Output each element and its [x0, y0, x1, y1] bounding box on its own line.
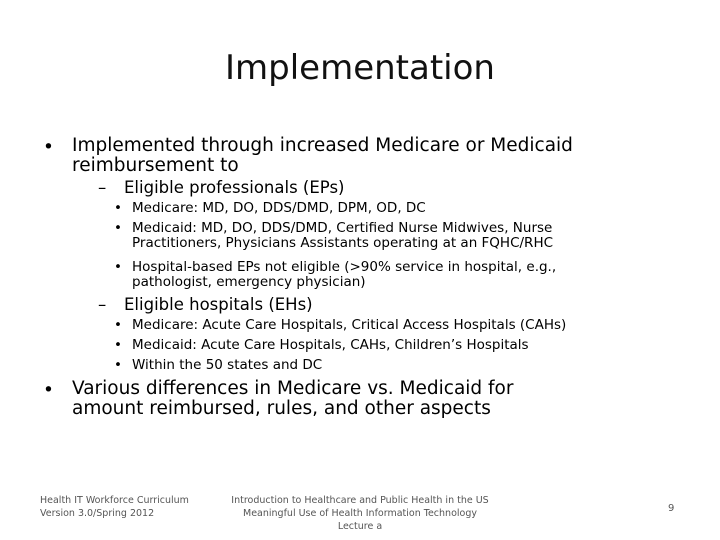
bullet-dot: •: [43, 380, 54, 401]
footer-center-line1: Introduction to Healthcare and Public Health in the US: [231, 495, 489, 506]
slide-title: Implementation: [225, 48, 495, 88]
footer-center-line3: Lecture a: [337, 521, 383, 532]
sub-bullet-dash: –: [98, 178, 107, 197]
bullet-2-text: Various differences in Medicare vs. Medicaid for amount reimbursed, rules, and other aspects: [72, 378, 514, 419]
item-dot: •: [114, 220, 122, 236]
footer-left-line2: Version 3.0/Spring 2012: [40, 508, 155, 519]
item-dot: •: [114, 200, 122, 216]
ehs-item-medicaid: Medicaid: Acute Care Hospitals, CAHs, Children’s Hospitals: [132, 337, 529, 353]
bullet-dot: •: [43, 137, 54, 158]
item-dot: •: [114, 357, 122, 373]
item-dot: •: [114, 337, 122, 353]
sub-bullet-ehs: Eligible hospitals (EHs): [124, 295, 313, 314]
footer-curriculum: [40, 494, 189, 520]
footer-center-line2: Meaningful Use of Health Information Technology: [243, 508, 477, 519]
footer-lecture-info: [230, 494, 490, 533]
page-number: 9: [668, 503, 675, 514]
ehs-item-medicare: Medicare: Acute Care Hospitals, Critical Access Hospitals (CAHs): [132, 317, 567, 333]
item-dot: •: [114, 259, 122, 275]
eps-item-hospital-based: Hospital-based EPs not eligible (>90% service in hospital, e.g., pathologist, emergency physician): [132, 259, 557, 290]
item-dot: •: [114, 317, 122, 333]
footer-left-line1: Health IT Workforce Curriculum: [40, 495, 189, 506]
eps-item-medicaid: Medicaid: MD, DO, DDS/DMD, Certified Nurse Midwives, Nurse Practitioners, Physicians Assistants operating at an FQHC/RHC: [132, 220, 554, 251]
sub-bullet-eps: Eligible professionals (EPs): [124, 178, 345, 197]
sub-bullet-dash: –: [98, 295, 107, 314]
eps-item-medicare: Medicare: MD, DO, DDS/DMD, DPM, OD, DC: [132, 200, 426, 216]
ehs-item-states: Within the 50 states and DC: [132, 357, 323, 373]
bullet-1-text: Implemented through increased Medicare or Medicaid reimbursement to: [72, 135, 573, 176]
